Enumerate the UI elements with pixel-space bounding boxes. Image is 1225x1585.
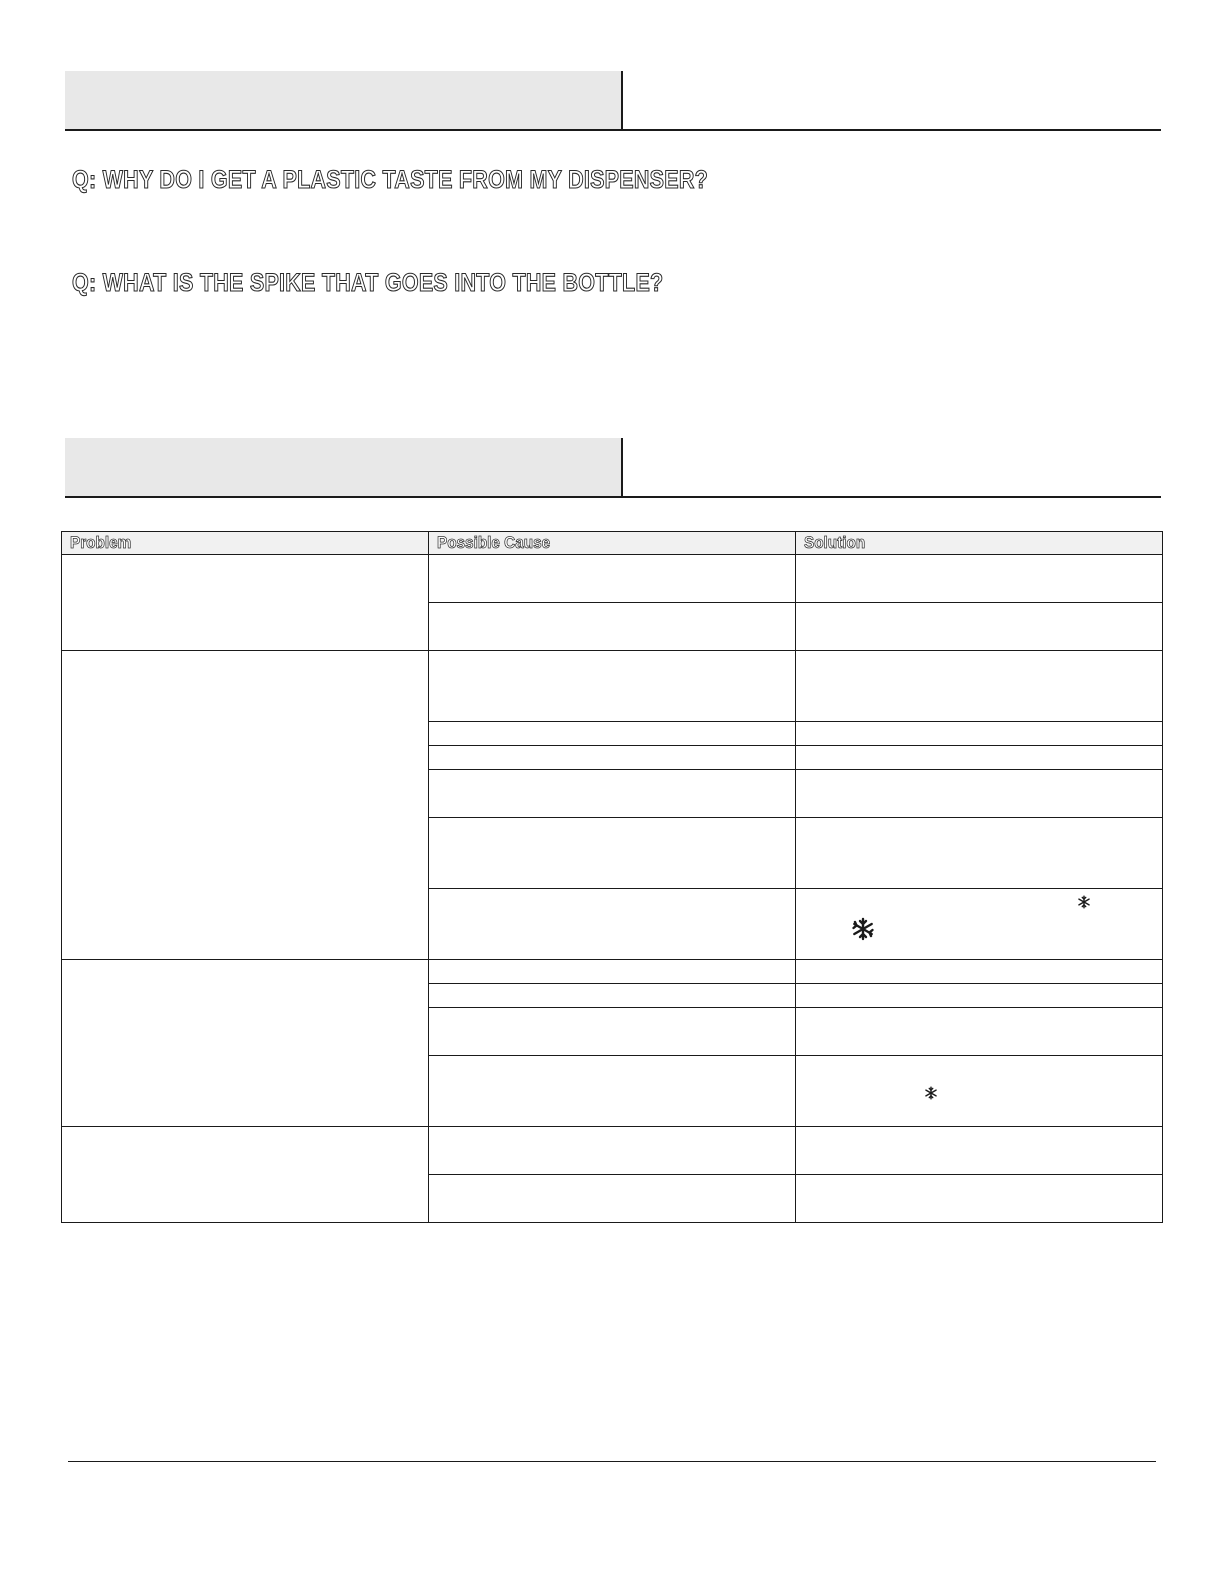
problem-cell (62, 651, 429, 960)
section-header-shade (65, 71, 621, 129)
troubleshooting-table (61, 531, 1163, 1223)
section-header-band-2 (65, 438, 1161, 498)
solution-cell (796, 818, 1163, 889)
cause-cell (429, 746, 796, 770)
column-header-problem: Problem (62, 532, 429, 555)
solution-cell (796, 722, 1163, 746)
cause-cell (429, 722, 796, 746)
faq-question-bottle-spike: Q: WHAT IS THE SPIKE THAT GOES INTO THE BOTTLE? (72, 269, 664, 297)
snowflake-icon (1077, 895, 1091, 909)
section-header-shade (65, 438, 621, 496)
section-header-divider (621, 71, 623, 131)
solution-cell (796, 555, 1163, 603)
section-header-rule (65, 496, 1161, 498)
column-header-solution: Solution (796, 532, 1163, 555)
table-row (62, 960, 1163, 984)
solution-cell (796, 1127, 1163, 1175)
snowflake-icon (851, 917, 875, 941)
cause-cell (429, 555, 796, 603)
table-header-row (62, 532, 1163, 555)
snowflake-icon (924, 1086, 938, 1100)
solution-cell (796, 1175, 1163, 1223)
solution-cell (796, 746, 1163, 770)
cause-cell (429, 770, 796, 818)
table-row (62, 1127, 1163, 1175)
cause-cell (429, 603, 796, 651)
cause-cell (429, 1056, 796, 1127)
cause-cell (429, 889, 796, 960)
cause-cell (429, 1008, 796, 1056)
section-header-rule (65, 129, 1161, 131)
solution-cell (796, 651, 1163, 722)
cause-cell (429, 818, 796, 889)
solution-cell (796, 984, 1163, 1008)
column-header-cause: Possible Cause (429, 532, 796, 555)
problem-cell (62, 555, 429, 651)
section-header-band-1 (65, 71, 1161, 131)
table-row (62, 651, 1163, 722)
cause-cell (429, 1127, 796, 1175)
table-row (62, 555, 1163, 603)
footer-rule (68, 1461, 1156, 1462)
problem-cell (62, 960, 429, 1127)
cause-cell (429, 651, 796, 722)
solution-cell (796, 1008, 1163, 1056)
section-header-divider (621, 438, 623, 498)
cause-cell (429, 1175, 796, 1223)
solution-cell (796, 1056, 1163, 1127)
solution-cell (796, 603, 1163, 651)
solution-cell (796, 960, 1163, 984)
faq-question-plastic-taste: Q: WHY DO I GET A PLASTIC TASTE FROM MY DISPENSER? (72, 166, 709, 194)
solution-cell (796, 770, 1163, 818)
problem-cell (62, 1127, 429, 1223)
cause-cell (429, 984, 796, 1008)
cause-cell (429, 960, 796, 984)
